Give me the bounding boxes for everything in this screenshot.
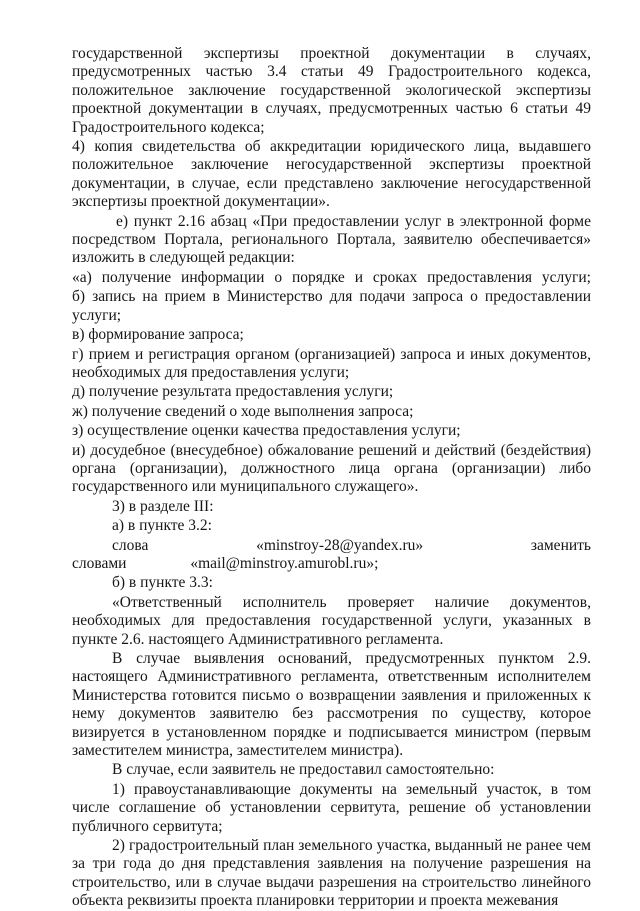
paragraph-item-4: 4) копия свидетельства об аккредитации юридического лица, выдавшего положительное заключение негосударственной экспертизы проектной документации, в случае, если представлено заключение негосударственной экспертизы проектной документации». bbox=[72, 138, 591, 211]
list-item-z: з) осуществление оценки качества предоставления услуги; bbox=[72, 422, 461, 440]
list-item-v: в) формирование запроса; bbox=[72, 326, 244, 344]
list-item-i: и) досудебное (внесудебное) обжалование решений и действий (бездействия) органа (организации), должностного лица органа (организации) либо государственного или муниципального служащего». bbox=[72, 441, 591, 496]
point-3-2-heading: а) в пункте 3.2: bbox=[112, 517, 212, 535]
paragraph-grounds-found: В случае выявления оснований, предусмотренных пунктом 2.9. настоящего Административного регламента, ответственным исполнителем Министерства готовится письмо о возвращении заявления и приложенных к нему документов заявителю без рассмотрения по существу, которое визируется в установленном порядке и подписывается министром (первым заместителем министра, заместителем министра). bbox=[72, 650, 591, 760]
paragraph-urban-plan: 2) градостроительный план земельного участка, выданный не ранее чем за три года до дня представления заявления на получение разрешения на строительство, или в случае выдачи разрешения на строительство линейного объекта реквизиты проекта планировки территории и проекта межевания bbox=[72, 837, 591, 910]
list-item-b: б) запись на прием в Министерство для подачи запроса о предоставлении услуги; bbox=[72, 288, 591, 324]
list-item-a: «а) получение информации о порядке и сроках предоставления услуги; bbox=[72, 268, 591, 286]
point-3-3-heading: б) в пункте 3.3: bbox=[112, 574, 213, 592]
paragraph-responsible-executor: «Ответственный исполнитель проверяет наличие документов, необходимых для предоставления государственной услуги, указанных в пункте 2.6. настоящего Административного регламента. bbox=[72, 593, 591, 648]
section-3-heading: 3) в разделе III: bbox=[112, 497, 214, 515]
paragraph-expertise-cases: государственной экспертизы проектной документации в случаях, предусмотренных частью 3.4 статьи 49 Градостроительного кодекса, положительное заключение государственной экологической экспертизы проектной документации в случаях, предусмотренных частью 6 статьи 49 Градостроительного кодекса; bbox=[72, 45, 591, 136]
paragraph-applicant-not-provided: В случае, если заявитель не предоставил самостоятельно: bbox=[112, 761, 495, 779]
paragraph-item-e: е) пункт 2.16 абзац «При предоставлении услуг в электронной форме посредством Портала, регионального Портала, заявителю обеспечивается» изложить в следующей редакции: bbox=[72, 212, 591, 267]
list-item-d: д) получение результата предоставления услуги; bbox=[72, 383, 394, 401]
email-replacement-text: слова «minstroy-28@yandex.ru» заменить словами «mail@minstroy.amurobl.ru»; bbox=[72, 536, 591, 572]
paragraph-land-title-docs: 1) правоустанавливающие документы на земельный участок, в том числе соглашение об установлении сервитута, решение об установлении публичного сервитута; bbox=[72, 780, 591, 835]
list-item-zh: ж) получение сведений о ходе выполнения запроса; bbox=[72, 402, 414, 420]
list-item-g: г) прием и регистрация органом (организацией) запроса и иных документов, необходимых для предоставления услуги; bbox=[72, 345, 591, 381]
